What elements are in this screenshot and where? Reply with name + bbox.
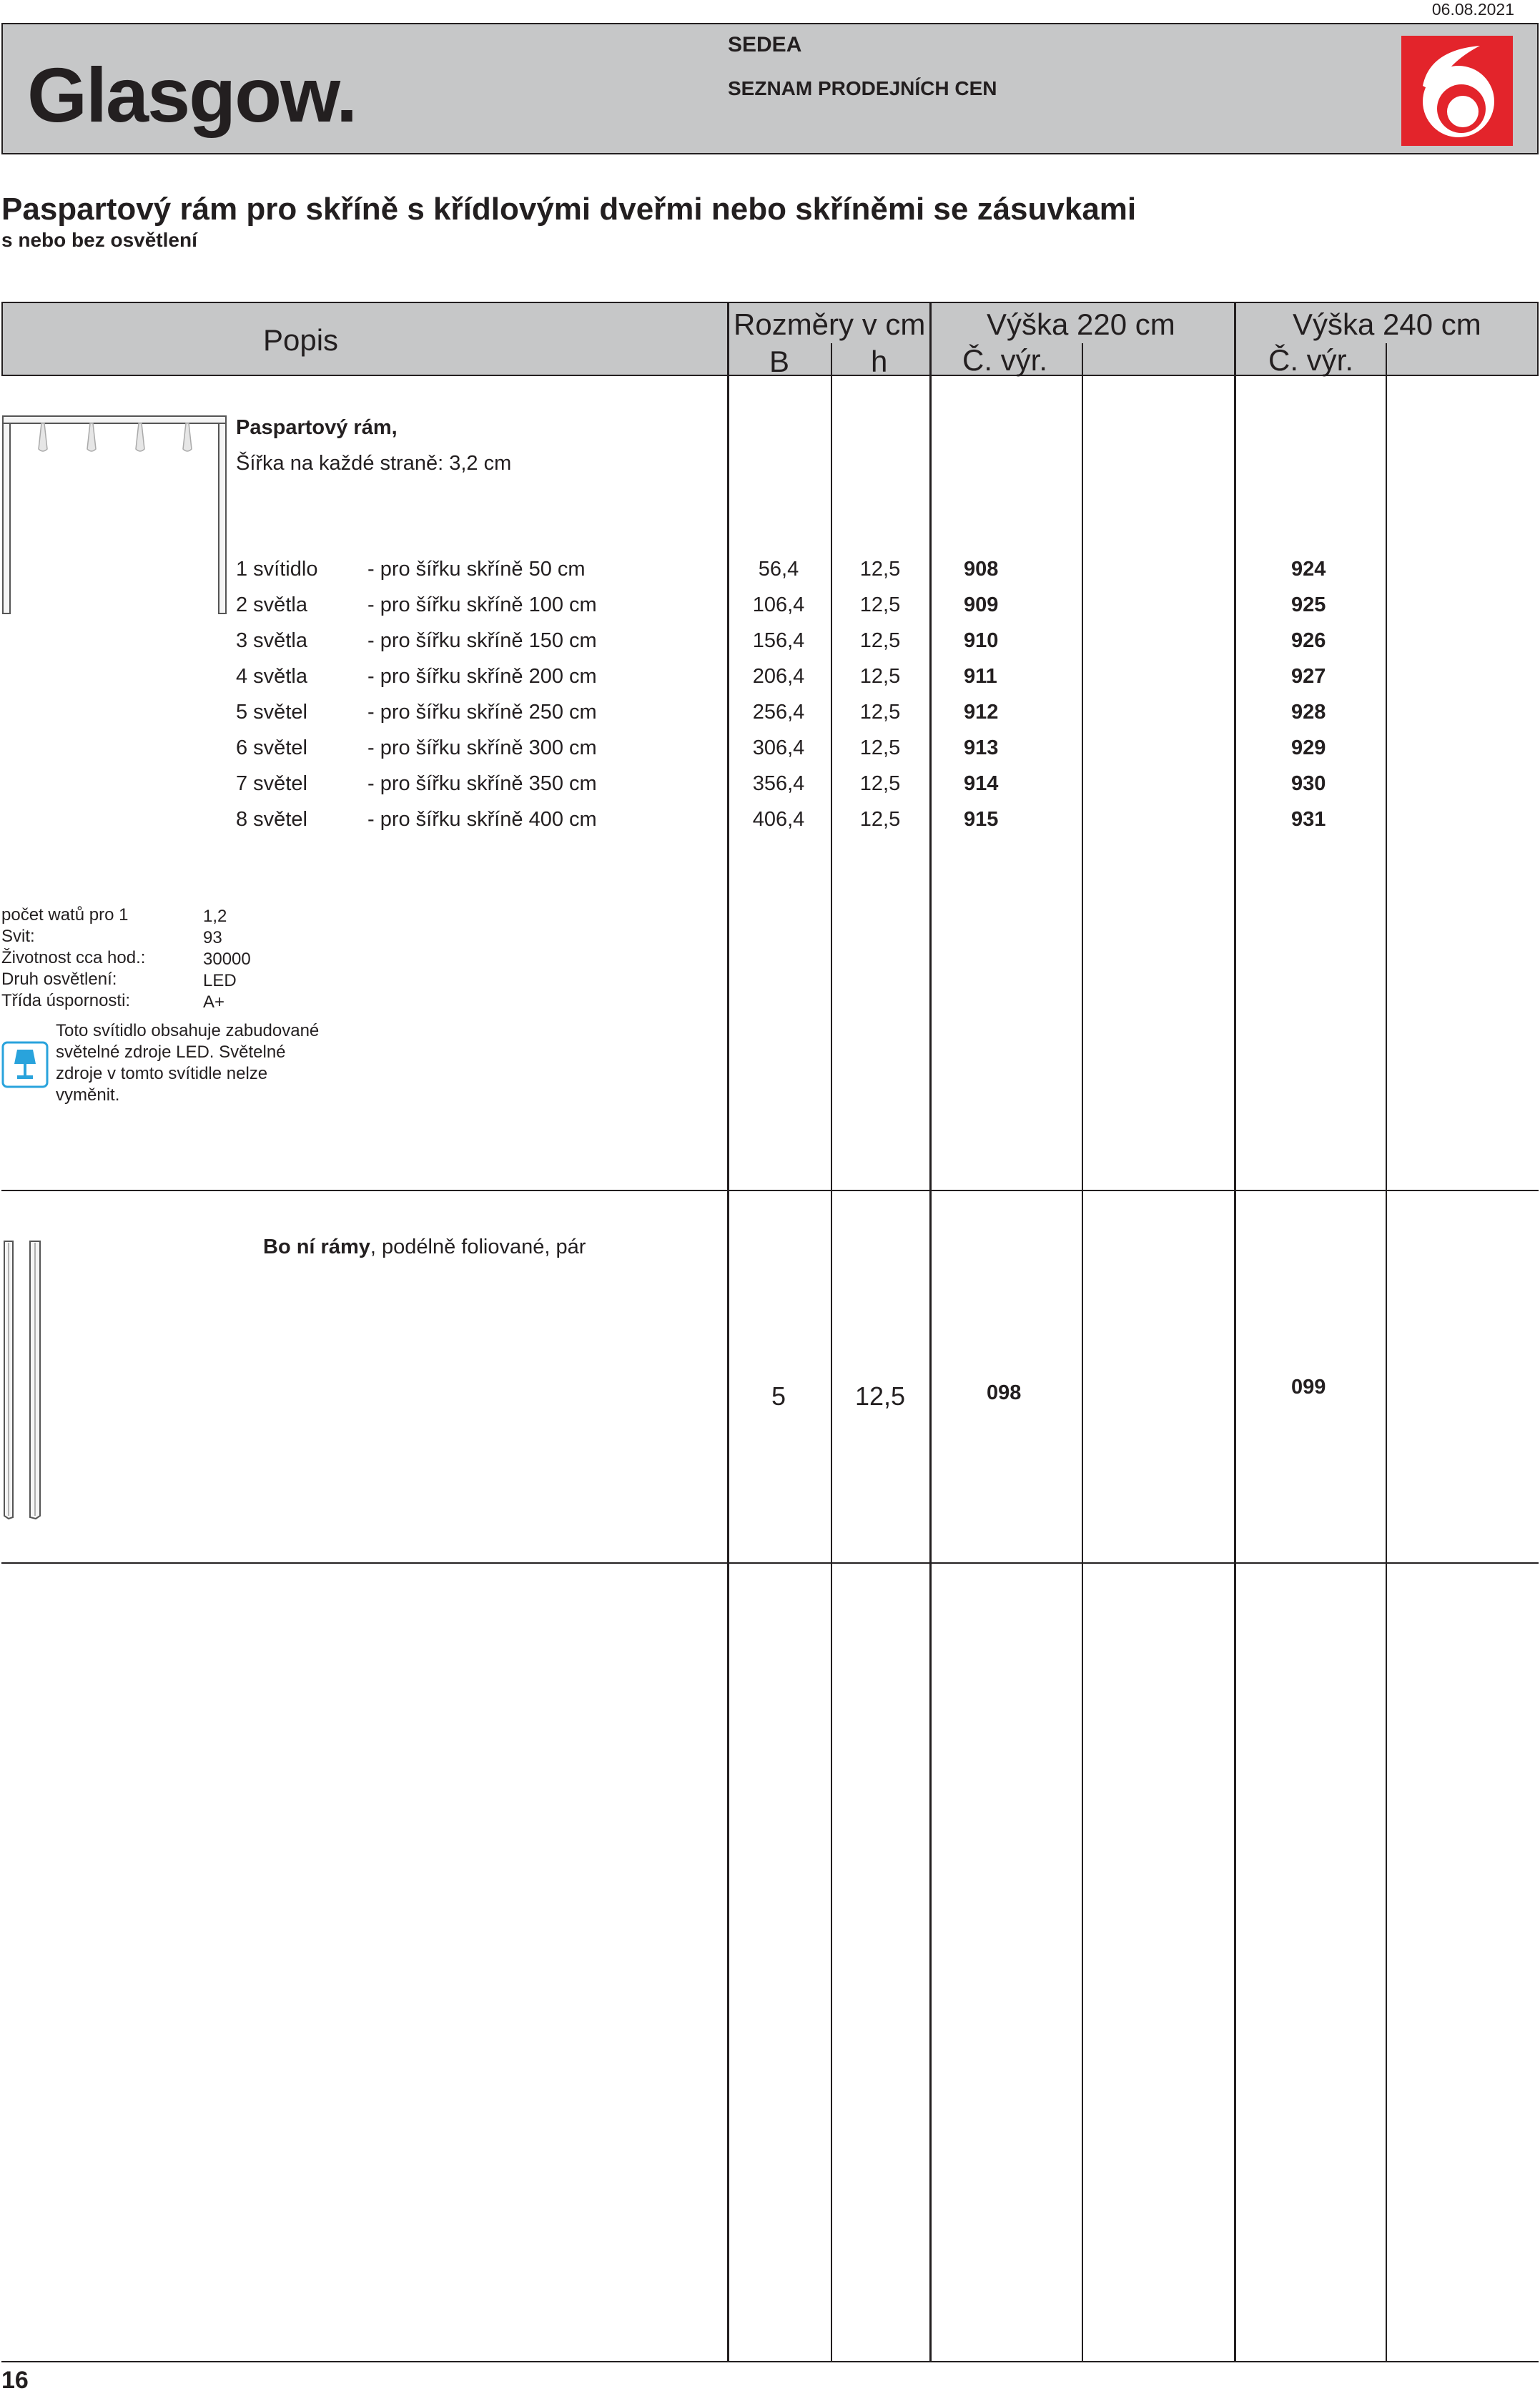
spec-value: 93 [203,928,222,947]
section1-title: Paspartový rám, [236,416,398,439]
row-desc: - pro šířku skříně 50 cm [367,558,586,581]
row-desc: - pro šířku skříně 200 cm [367,665,597,688]
column-vyska-240: Výška 240 cm [1293,307,1481,341]
spec-label: Životnost cca hod.: [1,948,146,967]
row-lights: 5 světel [236,701,307,724]
row-b: 156,4 [752,629,805,652]
row-art-240: 927 [1291,665,1326,688]
row-h: 12,5 [859,772,901,795]
row-b: 106,4 [752,593,805,616]
spec-value: 1,2 [203,907,227,926]
spec-value: A+ [203,992,225,1012]
section2-title [263,1236,586,1259]
section-divider [1,1190,1539,1191]
row-b: 56,4 [758,558,799,581]
row-desc: - pro šířku skříně 150 cm [367,629,597,652]
row-lights: 7 světel [236,772,307,795]
row-desc: - pro šířku skříně 300 cm [367,736,597,759]
passepartout-frame-illustration [1,415,229,615]
row-lights: 2 světla [236,593,307,616]
section2-b: 5 [771,1381,786,1411]
row-art-220: 909 [964,593,999,616]
lamp-note-line: vyměnit. [56,1085,120,1105]
row-desc: - pro šířku skříně 100 cm [367,593,597,616]
row-art-240: 929 [1291,736,1326,759]
spec-label: Druh osvětlení: [1,970,117,989]
row-art-220: 910 [964,629,999,652]
row-b: 356,4 [752,772,805,795]
column-b: B [769,345,790,378]
row-lights: 3 světla [236,629,307,652]
row-h: 12,5 [859,701,901,724]
grid-line [1082,343,1083,2362]
side-frames-illustration [1,1238,46,1522]
spec-label: počet watů pro 1 [1,905,129,925]
print-date: 06.08.2021 [1431,0,1514,19]
row-desc: - pro šířku skříně 250 cm [367,701,597,724]
row-lights: 6 světel [236,736,307,759]
column-vyska-220: Výška 220 cm [987,307,1175,341]
section1-width-note: Šířka na každé straně: 3,2 cm [236,452,512,475]
column-art-220: Č. výr. [962,343,1048,377]
column-art-240: Č. výr. [1268,343,1354,377]
section2-art-220: 098 [987,1381,1022,1404]
row-h: 12,5 [859,558,901,581]
row-h: 12,5 [859,808,901,831]
row-h: 12,5 [859,629,901,652]
spec-value: 30000 [203,950,251,969]
grid-line [929,302,932,2362]
spec-label: Třída úspornosti: [1,991,131,1010]
row-art-220: 912 [964,701,999,724]
brand-name: SEDEA [728,33,802,56]
grid-line [1234,302,1236,2362]
row-lights: 8 světel [236,808,307,831]
column-rozmery: Rozměry v cm [734,307,926,341]
section2-title-bold: Bo ní rámy [263,1236,370,1258]
row-art-240: 931 [1291,808,1326,831]
row-art-220: 911 [964,665,997,688]
row-art-240: 928 [1291,701,1326,724]
price-list-label: SEZNAM PRODEJNÍCH CEN [728,77,997,99]
row-b: 306,4 [752,736,805,759]
spec-value: LED [203,971,237,990]
lamp-note-line: světelné zdroje LED. Světelné [56,1042,286,1062]
row-h: 12,5 [859,665,901,688]
row-art-220: 915 [964,808,999,831]
page-number: 16 [1,2367,29,2394]
row-desc: - pro šířku skříně 400 cm [367,808,597,831]
lamp-icon [1,1041,49,1088]
spec-label: Svit: [1,927,35,946]
row-art-240: 925 [1291,593,1326,616]
lamp-note-line: zdroje v tomto svítidle nelze [56,1064,268,1083]
brand-logo-icon [1401,36,1513,146]
table-bottom-line [1,2361,1539,2362]
section2-h: 12,5 [854,1381,906,1411]
row-b: 206,4 [752,665,805,688]
row-art-220: 908 [964,558,999,581]
row-art-220: 913 [964,736,999,759]
row-b: 256,4 [752,701,805,724]
row-lights: 4 světla [236,665,307,688]
row-lights: 1 svítidlo [236,558,318,581]
row-art-240: 930 [1291,772,1326,795]
row-h: 12,5 [859,593,901,616]
page-subtitle: s nebo bez osvětlení [1,229,197,251]
row-b: 406,4 [752,808,805,831]
row-art-240: 924 [1291,558,1326,581]
section2-title-rest: , podélně foliované, pár [370,1236,586,1258]
grid-line [1386,343,1387,2362]
section2-art-240: 099 [1291,1376,1326,1399]
row-desc: - pro šířku skříně 350 cm [367,772,597,795]
row-art-240: 926 [1291,629,1326,652]
row-art-220: 914 [964,772,999,795]
column-h: h [871,345,888,378]
lamp-note-line: Toto svítidlo obsahuje zabudované [56,1021,320,1040]
grid-line [727,302,729,2362]
column-popis: Popis [263,323,339,357]
row-h: 12,5 [859,736,901,759]
section-divider [1,1562,1539,1564]
grid-line [831,343,832,2362]
collection-title: Glasgow. [27,51,357,138]
page-title: Paspartový rám pro skříně s křídlovými dveřmi nebo skříněmi se zásuvkami [1,192,1137,227]
